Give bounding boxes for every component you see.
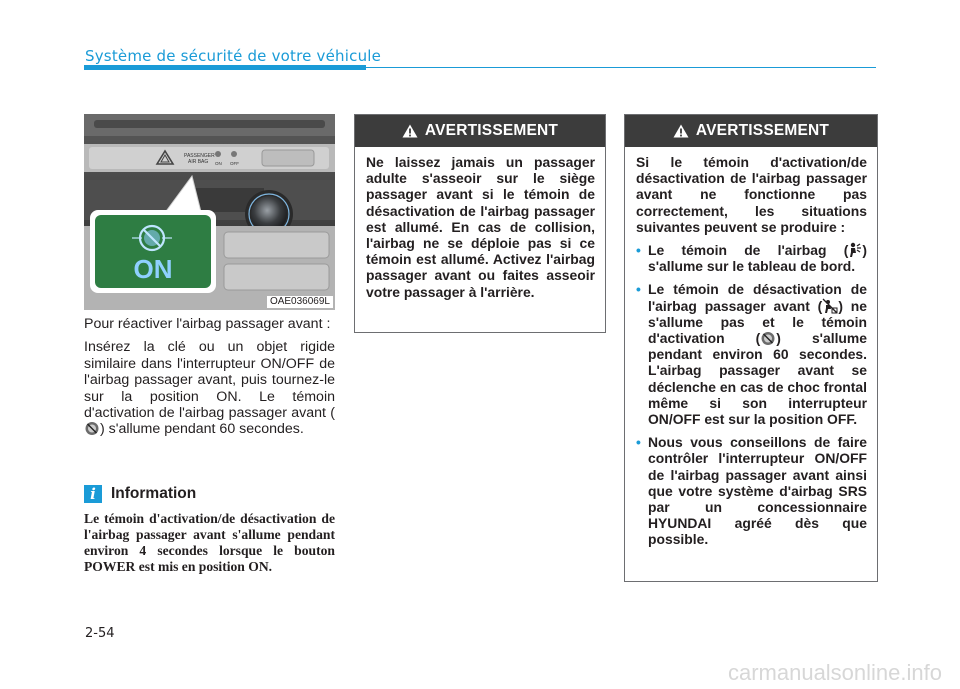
reactivate-instructions bbox=[84, 339, 335, 437]
airbag-on-indicator-icon bbox=[84, 421, 100, 436]
warning-triangle-icon bbox=[402, 124, 418, 138]
dashboard-illustration bbox=[84, 114, 335, 310]
warning-text-1: Ne laissez jamais un passager adulte s'asseoir sur le siège passager avant si le témoin de désactivation de l'airbag passager est allumé. En cas de collision, l'airbag ne se déploie pas si ce témoin est allumé. Activez l'airbag passager avant ou faites asseoir votre passager à l'arrière. bbox=[366, 154, 595, 300]
svg-text:AIR BAG: AIR BAG bbox=[188, 159, 209, 165]
bullet-2-text-b: ) ne s'allume pas et le témoin d'activation ( bbox=[648, 297, 867, 347]
callout-on-text: ON bbox=[133, 254, 173, 284]
bullet-3-text: Nous vous conseillons de faire contrôler l'interrupteur ON/OFF de l'airbag passager avant ainsi que votre système d'airbag SRS par un concessionnaire HYUNDAI agréé dès que possible. bbox=[648, 434, 867, 548]
warning-bullet-2 bbox=[636, 281, 867, 427]
reactivate-text-2: ) s'allume pendant 60 secondes. bbox=[100, 421, 304, 438]
bullet-1-text-b: ) s'allume sur le tableau de bord. bbox=[648, 242, 867, 275]
bullet-dot: • bbox=[636, 434, 641, 451]
bullet-1-text-a: Le témoin de l'airbag ( bbox=[648, 242, 849, 259]
warning-body-2 bbox=[625, 147, 877, 548]
information-heading bbox=[84, 485, 196, 503]
header-accent-bar bbox=[84, 65, 366, 70]
figure-caption: OAE036069L bbox=[267, 296, 333, 308]
warning-header-1 bbox=[355, 115, 605, 147]
bullet-dot: • bbox=[636, 281, 641, 298]
page-number: 2-54 bbox=[85, 626, 115, 641]
warning-bullet-3 bbox=[636, 434, 867, 547]
warning-header-2 bbox=[625, 115, 877, 147]
bullet-2-text-c: ) s'allume pendant environ 60 secondes. L'airbag passager avant se déclenche en cas de choc frontal même si son interrupteur ON/OFF est sur la position OFF. bbox=[648, 330, 867, 428]
info-icon: i bbox=[84, 485, 102, 503]
svg-text:PASSENGER: PASSENGER bbox=[184, 153, 215, 159]
svg-text:OFF: OFF bbox=[230, 161, 239, 166]
warning-intro-2: Si le témoin d'activation/de désactivation de l'airbag passager avant ne fonctionne pas correctement, les situations suivantes peuvent se produire : bbox=[636, 154, 867, 235]
left-text-block bbox=[84, 316, 335, 438]
airbag-off-indicator-icon bbox=[822, 298, 838, 314]
warning-title-1: AVERTISSEMENT bbox=[424, 122, 559, 139]
airbag-on-indicator-icon bbox=[760, 331, 776, 346]
bullet-dot: • bbox=[636, 242, 641, 259]
svg-text:ON: ON bbox=[215, 161, 222, 166]
section-title: Système de sécurité de votre véhicule bbox=[85, 47, 382, 65]
bullet-2-text-a: Le témoin de désactivation de l'airbag passager avant ( bbox=[648, 281, 867, 314]
reactivate-intro: Pour réactiver l'airbag passager avant : bbox=[84, 316, 331, 332]
warning-body-1 bbox=[355, 147, 605, 300]
reactivate-text-1: Insérez la clé ou un objet rigide similaire dans l'interrupteur ON/OFF de l'airbag passager avant, puis tournez-le sur la position ON. Le témoin d'activation de l'airbag passager avant ( bbox=[84, 339, 335, 422]
warning-title-2: AVERTISSEMENT bbox=[695, 122, 830, 139]
warning-triangle-icon bbox=[673, 124, 689, 138]
warning-box-1 bbox=[354, 114, 606, 333]
information-title: Information bbox=[111, 485, 197, 502]
warning-bullet-1 bbox=[636, 242, 867, 274]
information-text: Le témoin d'activation/de désactivation de l'airbag passager avant s'allume pendant environ 4 secondes lorsque le bouton POWER est mis en position ON. bbox=[84, 511, 335, 575]
header-rule bbox=[366, 67, 876, 68]
warning-box-2 bbox=[624, 114, 878, 582]
airbag-warning-icon bbox=[848, 242, 862, 258]
dashboard-figure bbox=[84, 114, 335, 310]
watermark: carmanualsonline.info bbox=[727, 660, 942, 685]
